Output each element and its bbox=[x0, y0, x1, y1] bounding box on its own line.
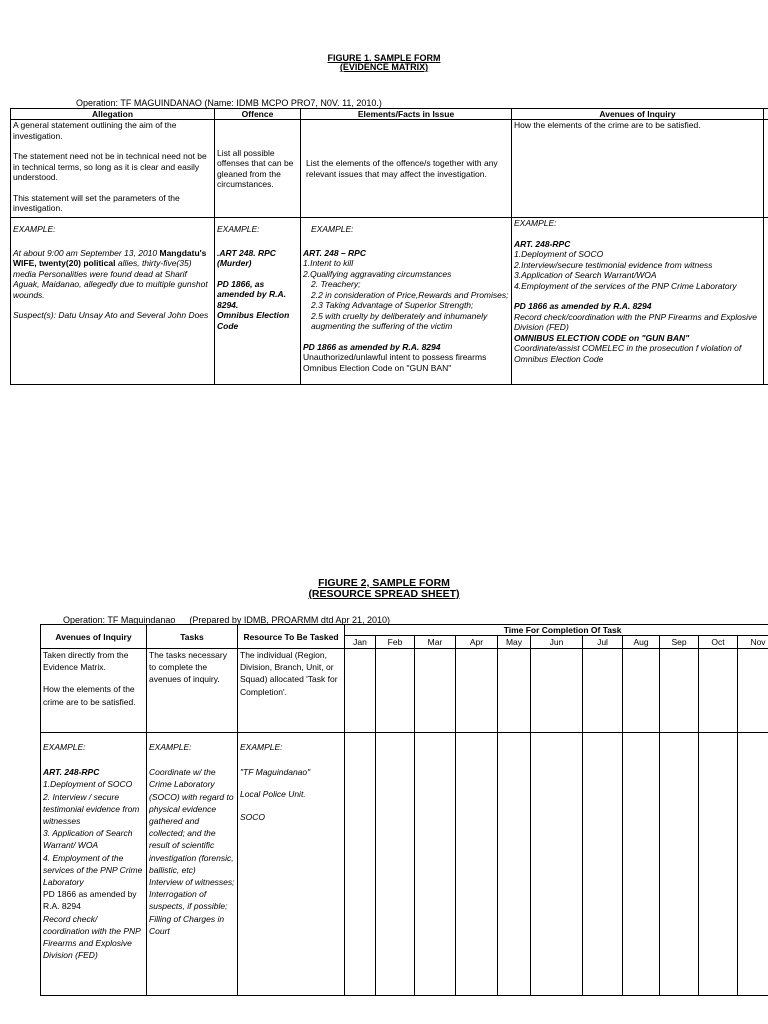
avenue-item: 3. Application of Search Warrant/ WOA bbox=[43, 828, 133, 851]
elements-text: List the elements of the offence/s together with any relevant issues that may affect the investigation. bbox=[306, 158, 498, 179]
elements-pd: PD 1866 as amended by R.A. 8294 bbox=[303, 341, 441, 352]
avenues-cell bbox=[41, 649, 147, 733]
header-allegation: Allegation bbox=[11, 109, 215, 120]
tasks-example-cell bbox=[147, 733, 238, 996]
month-jan: Jan bbox=[345, 636, 376, 649]
avenues-art: ART. 248-RPC bbox=[43, 767, 100, 778]
avenues-pd: PD 1866 as amended by R.A. 8294 bbox=[514, 301, 652, 311]
suspects-text: Suspect(s): Datu Unsay Ato and Several John Does bbox=[13, 310, 209, 320]
avenues-omnibus-text: Coordinate/assist COMELEC in the prosecution f violation of Omnibus Election Code bbox=[514, 343, 742, 364]
avenue-item: PD 1866 as amended by R.A. 8294 bbox=[43, 889, 137, 912]
allegation-text: A general statement outlining the aim of the investigation. bbox=[13, 120, 177, 141]
example-label: EXAMPLE: bbox=[514, 218, 557, 228]
element-item: 2.Qualifying aggravating circumstances bbox=[303, 268, 452, 279]
allegation-text: The statement need not be in technical need not be in technical terms, so long as it is clear and easily understood. bbox=[13, 151, 207, 182]
resource-example-cell bbox=[238, 733, 345, 996]
header-time: Time For Completion Of Task bbox=[345, 625, 768, 636]
header-tasks: Tasks bbox=[147, 625, 238, 649]
figure2-operation: Operation: TF Maguindanao (Prepared by IDMB, PROARMM dtd Apr 21, 2010) bbox=[63, 615, 390, 625]
allegation-cell bbox=[11, 120, 215, 218]
resource-cell bbox=[238, 649, 345, 733]
example-label: EXAMPLE: bbox=[43, 742, 86, 752]
elements-cell bbox=[301, 120, 512, 218]
allegation-example-text: At about 9:00 am September 13, 2010 Mangdatu's WIFE, twenty(20) political allies, thirty-five(35) media Personalities were found dead at Sharif Aguak, Maidanao, allegedly due to multiple gunshot wounds. bbox=[13, 247, 208, 300]
allegation-text: This statement will set the parameters of the investigation. bbox=[13, 192, 180, 213]
offence-cell bbox=[215, 120, 301, 218]
figure1-subtitle: (EVIDENCE MATRIX) bbox=[339, 62, 429, 72]
header-resource: Resource To Be Tasked bbox=[238, 625, 345, 649]
avenues-example-cell bbox=[41, 733, 147, 996]
resource-text: The individual (Region, Division, Branch, Unit, or Squad) allocated 'Task for Completion'. bbox=[240, 650, 338, 697]
resource-item: SOCO bbox=[240, 811, 266, 822]
avenues-text: How the elements of the crime are to be satisfied. bbox=[514, 120, 701, 130]
month-jun: Jun bbox=[531, 636, 583, 649]
task-item: Coordinate w/ the Crime Laboratory (SOCO) with regard to physical evidence gathered and collected; and the result of scientific investigation (forensic, ballistic, etc) bbox=[149, 767, 234, 875]
month-may: May bbox=[498, 636, 531, 649]
month-oct: Oct bbox=[699, 636, 738, 649]
table-row bbox=[11, 218, 768, 385]
offence-pd: PD 1866, as amended by R.A. 8294. bbox=[217, 278, 286, 310]
example-label: EXAMPLE: bbox=[240, 742, 283, 752]
example-label: EXAMPLE: bbox=[13, 224, 56, 234]
example-label: EXAMPLE: bbox=[311, 224, 354, 234]
avenues-example-cell bbox=[512, 218, 764, 385]
evidence-matrix-table bbox=[10, 108, 768, 385]
avenue-item: 3.Application of Search Warrant/WOA bbox=[514, 270, 657, 280]
element-item: 2.3 Taking Advantage of Superior Strength; bbox=[311, 300, 474, 310]
table-row bbox=[41, 649, 768, 733]
elements-art: ART. 248 – RPC bbox=[303, 247, 366, 258]
month-apr: Apr bbox=[456, 636, 498, 649]
avenue-item: 2.Interview/secure testimonial evidence from witness bbox=[514, 259, 713, 270]
example-label: EXAMPLE: bbox=[149, 742, 192, 752]
figure2-title: FIGURE 2, SAMPLE FORM bbox=[318, 577, 450, 589]
figure1-title: FIGURE 1. SAMPLE FORM bbox=[327, 53, 441, 63]
month-jul: Jul bbox=[583, 636, 623, 649]
figure2-prepared: (Prepared by IDMB, PROARMM dtd Apr 21, 2010) bbox=[189, 615, 390, 625]
header-avenues: Avenues of Inquiry bbox=[41, 625, 147, 649]
element-item: 2. Treachery; bbox=[311, 279, 361, 289]
avenues-cell bbox=[512, 120, 764, 218]
avenues-text: Taken directly from the Evidence Matrix. bbox=[43, 650, 129, 673]
elements-omnibus: Omnibus Election Code on "GUN BAN" bbox=[303, 362, 452, 373]
header-offence: Offence bbox=[215, 109, 301, 120]
avenues-art: ART. 248-RPC bbox=[514, 238, 571, 249]
task-item: Interview of witnesses; bbox=[149, 877, 235, 888]
month-mar: Mar bbox=[415, 636, 456, 649]
task-item: Filling of Charges in Court bbox=[149, 913, 225, 936]
allegation-example-cell bbox=[11, 218, 215, 385]
table-row bbox=[11, 120, 768, 218]
elements-pd-text: Unauthorized/unlawful intent to possess firearms bbox=[303, 352, 487, 362]
avenue-item: 4.Employment of the services of the PNP Crime Laboratory bbox=[514, 280, 737, 291]
avenues-pd-text: Record check/coordination with the PNP Firearms and Explosive Division (FED) bbox=[514, 311, 757, 332]
avenue-item: Record check/ coordination with the PNP Firearms and Explosive Division (FED) bbox=[43, 913, 141, 961]
element-item: 2.2 in consideration of Price,Rewards and Promises; bbox=[311, 289, 509, 300]
avenue-item: 1.Deployment of SOCO bbox=[43, 779, 133, 790]
element-item: 1.Intent to kill bbox=[303, 258, 354, 268]
tasks-cell bbox=[147, 649, 238, 733]
header-elements: Elements/Facts in Issue bbox=[301, 109, 512, 120]
element-item: 2.5 with cruelty by deliberately and inhumanely augmenting the suffering of the victim bbox=[311, 310, 488, 331]
resource-item: "TF Maguindanao" bbox=[240, 767, 311, 778]
month-nov: Nov bbox=[738, 636, 768, 649]
avenues-omnibus: OMNIBUS ELECTION CODE on "GUN BAN" bbox=[514, 332, 690, 343]
avenue-item: 1.Deployment of SOCO bbox=[514, 249, 604, 259]
header-avenues: Avenues of Inquiry bbox=[512, 109, 764, 120]
offence-art: .ART 248. RPC (Murder) bbox=[217, 247, 276, 268]
avenue-item: 2. Interview / secure testimonial evidence from witnesses bbox=[43, 791, 140, 827]
offence-text: List all possible offenses that can be gleaned from the circumstances. bbox=[217, 147, 294, 189]
task-item: Interrogation of suspects, if possible; bbox=[149, 889, 228, 912]
month-aug: Aug bbox=[623, 636, 660, 649]
figure2-subtitle: (RESOURCE SPREAD SHEET) bbox=[308, 588, 460, 600]
example-label: EXAMPLE: bbox=[217, 224, 260, 234]
figure1-operation: Operation: TF MAGUINDANAO (Name: IDMB MCPO PRO7, N0V. 11, 2010.) bbox=[76, 98, 382, 108]
offence-omnibus: Omnibus Election Code bbox=[217, 310, 290, 331]
offence-example-cell bbox=[215, 218, 301, 385]
resource-spread-sheet-table bbox=[40, 624, 768, 996]
table-row bbox=[41, 733, 768, 996]
avenue-item: 4. Employment of the services of the PNP Crime Laboratory bbox=[43, 852, 143, 888]
elements-example-cell bbox=[301, 218, 512, 385]
header-extra bbox=[764, 109, 768, 120]
avenues-text: How the elements of the crime are to be satisfied. bbox=[43, 684, 136, 707]
tasks-text: The tasks necessary to complete the avenues of inquiry. bbox=[149, 650, 227, 685]
resource-item: Local Police Unit. bbox=[240, 789, 306, 800]
month-feb: Feb bbox=[376, 636, 415, 649]
month-sep: Sep bbox=[660, 636, 699, 649]
